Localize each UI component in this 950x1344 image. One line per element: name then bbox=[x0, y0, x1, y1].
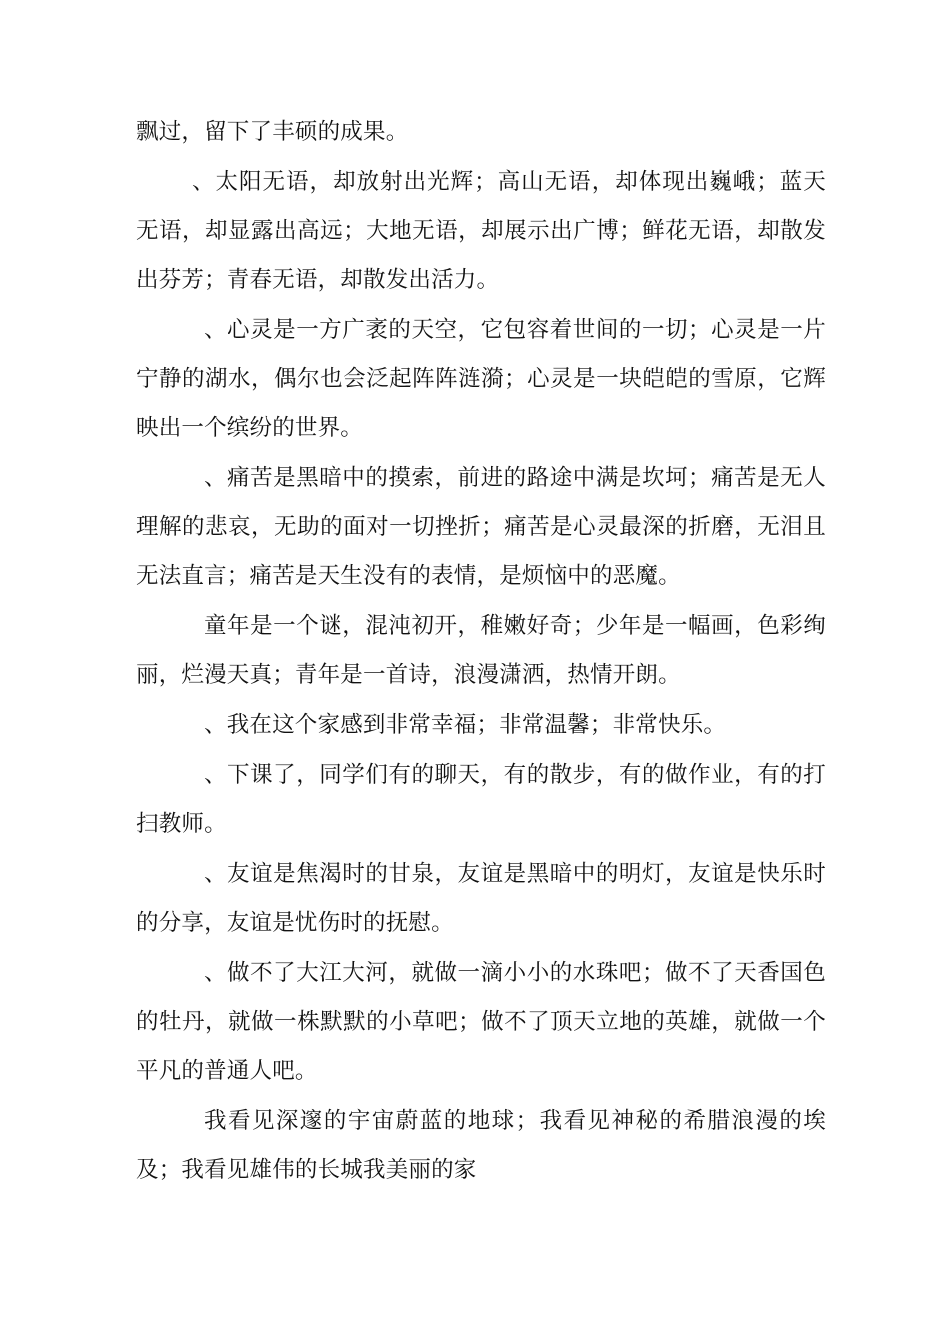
paragraph-5: 童年是一个谜，混沌初开，稚嫩好奇；少年是一幅画，色彩绚丽，烂漫天真；青年是一首诗，浪漫潇洒，热情开朗。 bbox=[136, 613, 826, 688]
paragraph-7: 、下课了，同学们有的聊天，有的散步，有的做作业，有的打扫教师。 bbox=[136, 762, 826, 837]
paragraph-9: 、做不了大江大河，就做一滴小小的水珠吧；做不了天香国色的牡丹，就做一株默默的小草吧；做不了顶天立地的英雄，就做一个平凡的普通人吧。 bbox=[136, 960, 826, 1084]
paragraph-6: 、我在这个家感到非常幸福；非常温馨；非常快乐。 bbox=[204, 712, 727, 738]
paragraph-8: 、友谊是焦渴时的甘泉，友谊是黑暗中的明灯，友谊是快乐时的分享，友谊是忧伤时的抚慰。 bbox=[136, 861, 826, 936]
paragraph-2: 、太阳无语，却放射出光辉；高山无语，却体现出巍峨；蓝天无语，却显露出高远；大地无语，却展示出广博；鲜花无语，却散发出芬芳；青春无语，却散发出活力。 bbox=[136, 169, 826, 293]
paragraph-1: 飘过，留下了丰硕的成果。 bbox=[136, 119, 409, 145]
document-body bbox=[136, 108, 826, 1196]
paragraph-3: 、心灵是一方广袤的天空，它包容着世间的一切；心灵是一片宁静的湖水，偶尔也会泛起阵阵涟漪；心灵是一块皑皑的雪原，它辉映出一个缤纷的世界。 bbox=[136, 317, 826, 441]
paragraph-10: 我看见深邃的宇宙蔚蓝的地球；我看见神秘的希腊浪漫的埃及；我看见雄伟的长城我美丽的家 bbox=[136, 1108, 826, 1183]
paragraph-4: 、痛苦是黑暗中的摸索，前进的路途中满是坎坷；痛苦是无人理解的悲哀，无助的面对一切挫折；痛苦是心灵最深的折磨，无泪且无法直言；痛苦是天生没有的表情，是烦恼中的恶魔。 bbox=[136, 465, 826, 589]
